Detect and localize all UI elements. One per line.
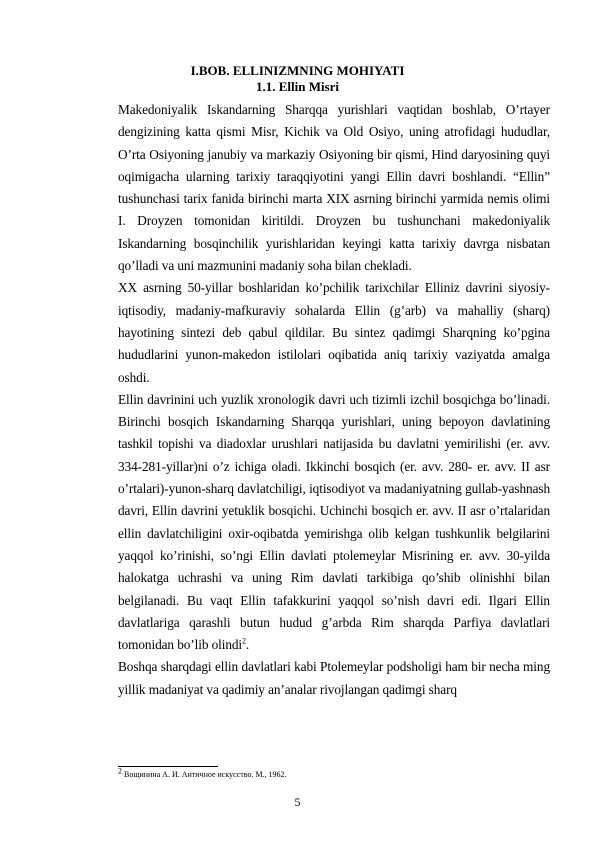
paragraph-2-text: XX asrning 50-yillar boshlaridan ko’pchilik tarixchilar Elliniz davrini siyosiy-iqtisodiy, madaniy-mafkuraviy sohalarda Ellin (g’arb) va mahalliy (sharq) hayotining sintezi deb qabul qildilar. Bu sintez qadimgi Sharqning ko’pgina hududlarini yunon-makedon istilolari oqibatida aniq tarixiy vaziyatda amalga oshdi. [118, 280, 550, 385]
paragraph-1 [118, 99, 550, 277]
page-number: 5 [294, 795, 301, 809]
paragraph-1-text: Makedoniyalik Iskandarning Sharqqa yurishlari vaqtidan boshlab, O’rtayer dengizining katta qismi Misr, Kichik va Old Osiyo, uning atrofidagi hududlar, O’rta Osiyoning janubiy va markaziy Osiyoning bir qismi, Hind daryosining quyi oqimigacha ularning tarixiy taraqqiyotini yangi Ellin davri boshlandi. “Ellin” tushunchasi tarix fanida birinchi marta XIX asrning birinchi yarmida nemis olimi I. Droyzen tomonidan kiritildi. Droyzen bu tushunchani makedoniyalik Iskandarning bosqinchilik yurishlaridan keyingi katta tarixiy davrga nisbatan qo’lladi va uni mazmunini madaniy soha bilan chekladi. [118, 102, 550, 274]
footnote-text: Вощинина А. И. Античное искусство. М., 1962. [124, 770, 287, 779]
paragraph-4 [118, 656, 550, 701]
footnote-ref: 2 [242, 636, 246, 646]
paragraph-2 [118, 277, 550, 388]
paragraph-3-text: Ellin davrinini uch yuzlik xronologik davri uch tizimli izchil bosqichga bo’linadi. Birinchi bosqich Iskandarning Sharqqa yurishlari, uning bepoyon davlatining tashkil topishi va diadoxlar urushlari natijasida bu davlatni yemirilishi (er. avv. 334-281-yillar)ni o’z ichiga oladi. Ikkinchi bosqich (er. avv. 280- er. avv. II asr o’rtalari)-yunon-sharq davlatchiligi, iqtisodiyot va madaniyatning gullab-yashnash davri, Ellin davrini yetuklik bosqichi. Uchinchi bosqich er. avv. II asr o’rtalaridan ellin davlatchiligini oxir-oqibatda yemirishga olib kelgan tushkunlik belgilarini yaqqol ko’rinishi, so’ngi Ellin davlati ptolemeylar Misrining er. avv. 30-yilda halokatga uchrashi va uning Rim davlati tarkibiga qo’shib olinishhi bilan belgilanadi. Bu vaqt Ellin tafakkurini yaqqol so’nish davri edi. Ilgari Ellin davlatlariga qarashli butun hudud g’arbda Rim sharqda Parfiya davlatlari tomonidan bo’lib olindi [118, 391, 550, 653]
section-title: 1.1. Ellin Misri [255, 79, 340, 94]
paragraph-3: Ellin davrinini uch yuzlik xronologik davri uch tizimli izchil bosqichga bo’linadi. Birinchi bosqich Iskandarning Sharqqa yurishlari, uning bepoyon davlatining tashkil topishi va diadoxlar urushlari natijasida bu davlatni yemirilishi (er. avv. 334-281-yillar)ni o’z ichiga oladi. Ikkinchi bosqich (er. avv. 280- er. avv. II asr o’rtalari)-yunon-sharq davlatchiligi, iqtisodiyot va madaniyatning gullab-yashnash davri, Ellin davrini yetuklik bosqichi. Uchinchi bosqich er. avv. II asr o’rtalaridan ellin davlatchiligini oxir-oqibatda yemirishga olib kelgan tushkunlik belgilarini yaqqol ko’rinishi, so’ngi Ellin davlati ptolemeylar Misrining er. avv. 30-yilda halokatga uchrashi va uning Rim davlati tarkibiga qo’shib olinishhi bilan belgilanadi. Bu vaqt Ellin tafakkurini yaqqol so’nish davri edi. Ilgari Ellin davlatlariga qarashli butun hudud g’arbda Rim sharqda Parfiya davlatlari tomonidan bo’lib olindi$^2$. [118, 391, 550, 653]
body-text [118, 99, 550, 701]
paragraph-4-text: Boshqa sharqdagi ellin davlatlari kabi Ptolemeylar podsholigi ham bir necha ming yillik madaniyat va qadimiy an’analar rivojlangan qadimgi sharq [118, 659, 550, 697]
chapter-title: I.BOB. ELLINIZMNING MOHIYATI [190, 63, 405, 78]
footnote-divider [118, 766, 218, 767]
footnote [118, 766, 287, 780]
footnote-marker: 2 [118, 766, 122, 776]
